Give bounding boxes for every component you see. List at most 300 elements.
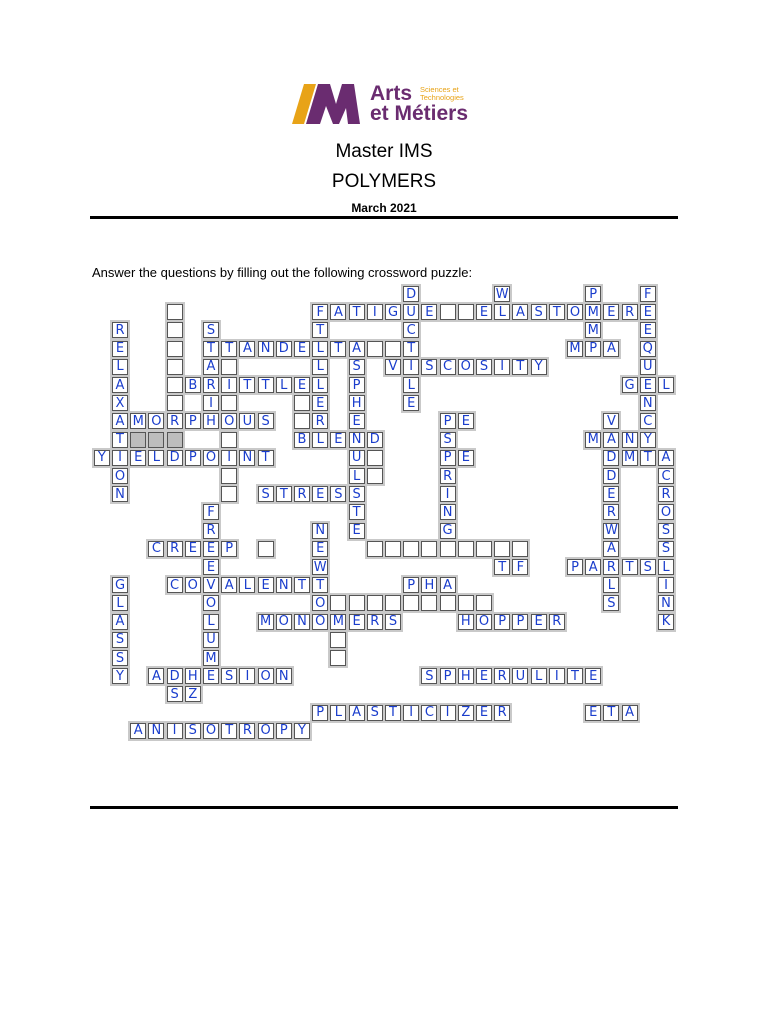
crossword-cell[interactable] bbox=[294, 577, 310, 593]
crossword-cell[interactable] bbox=[148, 413, 164, 429]
crossword-cell[interactable] bbox=[239, 413, 255, 429]
crossword-cell[interactable] bbox=[494, 359, 510, 375]
crossword-cell[interactable] bbox=[640, 432, 656, 448]
crossword-cell[interactable] bbox=[531, 304, 547, 320]
crossword-cell[interactable] bbox=[112, 450, 128, 466]
crossword-cell[interactable] bbox=[148, 723, 164, 739]
crossword-cell[interactable] bbox=[403, 577, 419, 593]
crossword-cell[interactable] bbox=[403, 705, 419, 721]
crossword-cell[interactable] bbox=[221, 341, 237, 357]
crossword-cell[interactable] bbox=[276, 341, 292, 357]
crossword-cell[interactable] bbox=[421, 705, 437, 721]
crossword-cell[interactable] bbox=[349, 468, 365, 484]
crossword-letter: R bbox=[552, 614, 562, 630]
crossword-cell[interactable] bbox=[403, 377, 419, 393]
crossword-cell[interactable] bbox=[476, 614, 492, 630]
crossword-cell[interactable] bbox=[367, 304, 383, 320]
crossword-cell[interactable] bbox=[658, 577, 674, 593]
crossword-cell[interactable] bbox=[421, 668, 437, 684]
crossword-cell[interactable] bbox=[476, 541, 492, 557]
crossword-cell[interactable] bbox=[130, 450, 146, 466]
crossword-cell[interactable] bbox=[258, 377, 274, 393]
crossword-cell[interactable] bbox=[294, 377, 310, 393]
crossword-cell[interactable] bbox=[221, 723, 237, 739]
crossword-cell[interactable] bbox=[476, 668, 492, 684]
crossword-cell[interactable] bbox=[658, 523, 674, 539]
crossword-cell[interactable] bbox=[112, 413, 128, 429]
crossword-cell[interactable] bbox=[221, 450, 237, 466]
crossword-cell[interactable] bbox=[440, 450, 456, 466]
crossword-cell[interactable] bbox=[148, 541, 164, 557]
crossword-cell[interactable] bbox=[476, 595, 492, 611]
crossword-cell[interactable] bbox=[221, 395, 237, 411]
crossword-cell[interactable] bbox=[349, 486, 365, 502]
crossword-cell[interactable] bbox=[367, 341, 383, 357]
crossword-cell[interactable] bbox=[203, 632, 219, 648]
crossword-cell[interactable] bbox=[294, 723, 310, 739]
crossword-cell[interactable] bbox=[603, 450, 619, 466]
crossword-cell[interactable] bbox=[567, 559, 583, 575]
crossword-cell[interactable] bbox=[494, 304, 510, 320]
crossword-cell[interactable] bbox=[603, 577, 619, 593]
crossword-cell[interactable] bbox=[349, 523, 365, 539]
crossword-letter: T bbox=[516, 359, 525, 375]
crossword-cell[interactable] bbox=[421, 541, 437, 557]
crossword-cell[interactable] bbox=[458, 450, 474, 466]
crossword-cell[interactable] bbox=[385, 541, 401, 557]
crossword-cell[interactable] bbox=[167, 377, 183, 393]
crossword-cell[interactable] bbox=[603, 504, 619, 520]
crossword-cell[interactable] bbox=[403, 359, 419, 375]
crossword-cell[interactable] bbox=[421, 359, 437, 375]
crossword-cell[interactable] bbox=[258, 486, 274, 502]
crossword-cell[interactable] bbox=[112, 650, 128, 666]
crossword-cell[interactable] bbox=[458, 705, 474, 721]
crossword-cell[interactable] bbox=[294, 486, 310, 502]
crossword-cell[interactable] bbox=[112, 322, 128, 338]
crossword-cell[interactable] bbox=[112, 359, 128, 375]
crossword-cell[interactable] bbox=[294, 614, 310, 630]
crossword-cell[interactable] bbox=[512, 559, 528, 575]
crossword-cell[interactable] bbox=[112, 632, 128, 648]
crossword-cell[interactable] bbox=[658, 541, 674, 557]
crossword-cell[interactable] bbox=[622, 304, 638, 320]
crossword-cell[interactable] bbox=[203, 322, 219, 338]
crossword-cell[interactable] bbox=[185, 668, 201, 684]
crossword-cell[interactable] bbox=[603, 486, 619, 502]
crossword-cell[interactable] bbox=[385, 341, 401, 357]
crossword-cell[interactable] bbox=[312, 359, 328, 375]
crossword-cell[interactable] bbox=[494, 559, 510, 575]
crossword-cell[interactable] bbox=[185, 577, 201, 593]
crossword-letter: S bbox=[643, 559, 652, 575]
crossword-letter: E bbox=[607, 304, 616, 320]
crossword-cell[interactable] bbox=[440, 577, 456, 593]
crossword-cell[interactable] bbox=[276, 377, 292, 393]
crossword-cell[interactable] bbox=[330, 595, 346, 611]
crossword-cell[interactable] bbox=[403, 341, 419, 357]
crossword-cell[interactable] bbox=[603, 341, 619, 357]
crossword-cell[interactable] bbox=[148, 668, 164, 684]
crossword-cell[interactable] bbox=[512, 668, 528, 684]
crossword-cell[interactable] bbox=[294, 341, 310, 357]
crossword-cell[interactable] bbox=[203, 377, 219, 393]
crossword-cell[interactable] bbox=[203, 541, 219, 557]
crossword-cell[interactable] bbox=[458, 668, 474, 684]
crossword-cell[interactable] bbox=[349, 705, 365, 721]
crossword-cell[interactable] bbox=[112, 595, 128, 611]
crossword-cell[interactable] bbox=[640, 413, 656, 429]
crossword-cell[interactable] bbox=[640, 341, 656, 357]
crossword-cell[interactable] bbox=[221, 377, 237, 393]
crossword-cell[interactable] bbox=[167, 723, 183, 739]
crossword-cell[interactable] bbox=[239, 450, 255, 466]
crossword-cell[interactable] bbox=[349, 504, 365, 520]
crossword-cell[interactable] bbox=[531, 668, 547, 684]
crossword-cell[interactable] bbox=[203, 341, 219, 357]
crossword-cell[interactable] bbox=[258, 413, 274, 429]
crossword-cell[interactable] bbox=[294, 395, 310, 411]
crossword-cell[interactable] bbox=[112, 341, 128, 357]
crossword-cell[interactable] bbox=[440, 468, 456, 484]
crossword-cell[interactable] bbox=[603, 468, 619, 484]
crossword-cell[interactable] bbox=[367, 541, 383, 557]
crossword-cell[interactable] bbox=[494, 614, 510, 630]
crossword-cell[interactable] bbox=[403, 304, 419, 320]
crossword-cell[interactable] bbox=[585, 341, 601, 357]
crossword-cell[interactable] bbox=[130, 413, 146, 429]
crossword-cell[interactable] bbox=[421, 595, 437, 611]
crossword-cell[interactable] bbox=[330, 486, 346, 502]
crossword-cell[interactable] bbox=[494, 668, 510, 684]
crossword-cell[interactable] bbox=[603, 541, 619, 557]
crossword-cell[interactable] bbox=[403, 595, 419, 611]
crossword-cell[interactable] bbox=[112, 486, 128, 502]
crossword-cell[interactable] bbox=[148, 432, 164, 448]
crossword-cell[interactable] bbox=[585, 304, 601, 320]
crossword-cell[interactable] bbox=[276, 577, 292, 593]
crossword-cell[interactable] bbox=[367, 705, 383, 721]
crossword-cell[interactable] bbox=[640, 377, 656, 393]
crossword-cell[interactable] bbox=[585, 432, 601, 448]
crossword-cell[interactable] bbox=[658, 614, 674, 630]
crossword-cell[interactable] bbox=[203, 359, 219, 375]
crossword-cell[interactable] bbox=[567, 341, 583, 357]
crossword-cell[interactable] bbox=[512, 304, 528, 320]
crossword-cell[interactable] bbox=[603, 705, 619, 721]
crossword-cell[interactable] bbox=[185, 723, 201, 739]
crossword-cell[interactable] bbox=[112, 577, 128, 593]
crossword-cell[interactable] bbox=[276, 614, 292, 630]
crossword-letter: T bbox=[643, 450, 652, 466]
crossword-cell[interactable] bbox=[349, 359, 365, 375]
crossword-cell[interactable] bbox=[221, 432, 237, 448]
crossword-letter: H bbox=[351, 395, 362, 411]
crossword-cell[interactable] bbox=[349, 377, 365, 393]
crossword-cell[interactable] bbox=[440, 705, 456, 721]
crossword-cell[interactable] bbox=[385, 614, 401, 630]
crossword-cell[interactable] bbox=[494, 705, 510, 721]
crossword-cell[interactable] bbox=[221, 668, 237, 684]
crossword-cell[interactable] bbox=[421, 577, 437, 593]
crossword-cell[interactable] bbox=[403, 322, 419, 338]
crossword-cell[interactable] bbox=[476, 705, 492, 721]
crossword-cell[interactable] bbox=[658, 504, 674, 520]
crossword-cell[interactable] bbox=[276, 668, 292, 684]
crossword-cell[interactable] bbox=[349, 341, 365, 357]
crossword-cell[interactable] bbox=[312, 341, 328, 357]
crossword-cell[interactable] bbox=[312, 577, 328, 593]
crossword-cell[interactable] bbox=[458, 541, 474, 557]
crossword-cell[interactable] bbox=[167, 322, 183, 338]
crossword-cell[interactable] bbox=[221, 359, 237, 375]
crossword-cell[interactable] bbox=[330, 432, 346, 448]
crossword-cell[interactable] bbox=[349, 450, 365, 466]
crossword-cell[interactable] bbox=[167, 395, 183, 411]
crossword-cell[interactable] bbox=[330, 304, 346, 320]
crossword-cell[interactable] bbox=[640, 304, 656, 320]
crossword-cell[interactable] bbox=[203, 595, 219, 611]
crossword-cell[interactable] bbox=[603, 523, 619, 539]
crossword-cell[interactable] bbox=[276, 486, 292, 502]
crossword-cell[interactable] bbox=[203, 723, 219, 739]
crossword-cell[interactable] bbox=[167, 413, 183, 429]
crossword-cell[interactable] bbox=[403, 286, 419, 302]
crossword-cell[interactable] bbox=[367, 450, 383, 466]
crossword-cell[interactable] bbox=[585, 668, 601, 684]
crossword-cell[interactable] bbox=[622, 450, 638, 466]
crossword-cell[interactable] bbox=[258, 614, 274, 630]
crossword-cell[interactable] bbox=[167, 541, 183, 557]
crossword-cell[interactable] bbox=[330, 614, 346, 630]
crossword-cell[interactable] bbox=[603, 595, 619, 611]
crossword-cell[interactable] bbox=[203, 668, 219, 684]
crossword-cell[interactable] bbox=[512, 359, 528, 375]
crossword-cell[interactable] bbox=[258, 577, 274, 593]
crossword-cell[interactable] bbox=[349, 304, 365, 320]
crossword-cell[interactable] bbox=[312, 413, 328, 429]
crossword-cell[interactable] bbox=[203, 650, 219, 666]
crossword-cell[interactable] bbox=[167, 304, 183, 320]
crossword-cell[interactable] bbox=[167, 359, 183, 375]
crossword-cell[interactable] bbox=[294, 432, 310, 448]
crossword-cell[interactable] bbox=[440, 486, 456, 502]
crossword-cell[interactable] bbox=[403, 541, 419, 557]
crossword-cell[interactable] bbox=[440, 541, 456, 557]
crossword-cell[interactable] bbox=[203, 614, 219, 630]
crossword-cell[interactable] bbox=[276, 723, 292, 739]
crossword-cell[interactable] bbox=[440, 359, 456, 375]
crossword-cell[interactable] bbox=[385, 359, 401, 375]
crossword-cell[interactable] bbox=[239, 668, 255, 684]
crossword-cell[interactable] bbox=[640, 559, 656, 575]
crossword-cell[interactable] bbox=[312, 322, 328, 338]
crossword-cell[interactable] bbox=[585, 322, 601, 338]
crossword-cell[interactable] bbox=[403, 395, 419, 411]
crossword-cell[interactable] bbox=[367, 432, 383, 448]
crossword-letter: S bbox=[370, 705, 379, 721]
crossword-cell[interactable] bbox=[221, 468, 237, 484]
crossword-cell[interactable] bbox=[494, 541, 510, 557]
crossword-cell[interactable] bbox=[603, 304, 619, 320]
crossword-cell[interactable] bbox=[640, 450, 656, 466]
crossword-cell[interactable] bbox=[167, 577, 183, 593]
crossword-cell[interactable] bbox=[349, 432, 365, 448]
crossword-cell[interactable] bbox=[185, 541, 201, 557]
crossword-cell[interactable] bbox=[167, 341, 183, 357]
crossword-cell[interactable] bbox=[258, 341, 274, 357]
crossword-cell[interactable] bbox=[203, 559, 219, 575]
crossword-cell[interactable] bbox=[658, 595, 674, 611]
crossword-cell[interactable] bbox=[94, 450, 110, 466]
crossword-cell[interactable] bbox=[622, 559, 638, 575]
crossword-cell[interactable] bbox=[385, 705, 401, 721]
crossword-cell[interactable] bbox=[440, 413, 456, 429]
crossword-cell[interactable] bbox=[658, 450, 674, 466]
crossword-cell[interactable] bbox=[440, 668, 456, 684]
crossword-cell[interactable] bbox=[512, 541, 528, 557]
crossword-cell[interactable] bbox=[349, 413, 365, 429]
crossword-cell[interactable] bbox=[112, 377, 128, 393]
crossword-cell[interactable] bbox=[658, 559, 674, 575]
crossword-cell[interactable] bbox=[330, 341, 346, 357]
crossword-cell[interactable] bbox=[312, 559, 328, 575]
crossword-cell[interactable] bbox=[167, 432, 183, 448]
crossword-cell[interactable] bbox=[458, 595, 474, 611]
crossword-cell[interactable] bbox=[112, 432, 128, 448]
crossword-cell[interactable] bbox=[221, 577, 237, 593]
crossword-cell[interactable] bbox=[221, 413, 237, 429]
crossword-cell[interactable] bbox=[203, 577, 219, 593]
crossword-cell[interactable] bbox=[640, 359, 656, 375]
crossword-cell[interactable] bbox=[603, 432, 619, 448]
crossword-cell[interactable] bbox=[640, 395, 656, 411]
crossword-cell[interactable] bbox=[421, 304, 437, 320]
crossword-cell[interactable] bbox=[458, 614, 474, 630]
crossword-cell[interactable] bbox=[130, 723, 146, 739]
crossword-cell[interactable] bbox=[658, 377, 674, 393]
crossword-cell[interactable] bbox=[549, 304, 565, 320]
crossword-cell[interactable] bbox=[585, 705, 601, 721]
crossword-cell[interactable] bbox=[658, 468, 674, 484]
crossword-cell[interactable] bbox=[549, 668, 565, 684]
crossword-cell[interactable] bbox=[312, 304, 328, 320]
crossword-cell[interactable] bbox=[531, 614, 547, 630]
crossword-cell[interactable] bbox=[312, 395, 328, 411]
crossword-cell[interactable] bbox=[603, 559, 619, 575]
crossword-cell[interactable] bbox=[203, 450, 219, 466]
crossword-cell[interactable] bbox=[112, 468, 128, 484]
crossword-cell[interactable] bbox=[148, 450, 164, 466]
crossword-cell[interactable] bbox=[531, 359, 547, 375]
crossword-cell[interactable] bbox=[130, 432, 146, 448]
crossword-cell[interactable] bbox=[239, 377, 255, 393]
crossword-cell[interactable] bbox=[494, 286, 510, 302]
crossword-cell[interactable] bbox=[622, 432, 638, 448]
crossword-cell[interactable] bbox=[112, 395, 128, 411]
crossword-cell[interactable] bbox=[440, 504, 456, 520]
crossword-cell[interactable] bbox=[367, 614, 383, 630]
crossword-cell[interactable] bbox=[330, 650, 346, 666]
crossword-cell[interactable] bbox=[312, 614, 328, 630]
crossword-cell[interactable] bbox=[640, 286, 656, 302]
crossword-cell[interactable] bbox=[185, 413, 201, 429]
crossword-cell[interactable] bbox=[440, 523, 456, 539]
crossword-cell[interactable] bbox=[567, 668, 583, 684]
crossword-cell[interactable] bbox=[239, 577, 255, 593]
crossword-cell[interactable] bbox=[312, 541, 328, 557]
crossword-cell[interactable] bbox=[330, 705, 346, 721]
crossword-cell[interactable] bbox=[312, 486, 328, 502]
crossword-cell[interactable] bbox=[567, 304, 583, 320]
crossword-cell[interactable] bbox=[312, 432, 328, 448]
crossword-cell[interactable] bbox=[458, 304, 474, 320]
crossword-cell[interactable] bbox=[185, 377, 201, 393]
crossword-cell[interactable] bbox=[258, 541, 274, 557]
crossword-cell[interactable] bbox=[385, 595, 401, 611]
crossword-cell[interactable] bbox=[622, 377, 638, 393]
crossword-cell[interactable] bbox=[258, 668, 274, 684]
crossword-cell[interactable] bbox=[476, 304, 492, 320]
crossword-cell[interactable] bbox=[458, 413, 474, 429]
crossword-cell[interactable] bbox=[585, 286, 601, 302]
crossword-cell[interactable] bbox=[221, 486, 237, 502]
crossword-cell[interactable] bbox=[203, 395, 219, 411]
crossword-cell[interactable] bbox=[203, 413, 219, 429]
crossword-cell[interactable] bbox=[367, 595, 383, 611]
crossword-cell[interactable] bbox=[603, 413, 619, 429]
crossword-cell[interactable] bbox=[512, 614, 528, 630]
crossword-cell[interactable] bbox=[330, 632, 346, 648]
crossword-cell[interactable] bbox=[167, 450, 183, 466]
crossword-cell[interactable] bbox=[640, 322, 656, 338]
crossword-cell[interactable] bbox=[112, 668, 128, 684]
crossword-cell[interactable] bbox=[167, 686, 183, 702]
crossword-cell[interactable] bbox=[312, 705, 328, 721]
crossword-cell[interactable] bbox=[385, 304, 401, 320]
crossword-cell[interactable] bbox=[458, 359, 474, 375]
crossword-cell[interactable] bbox=[440, 304, 456, 320]
crossword-cell[interactable] bbox=[349, 395, 365, 411]
crossword-cell[interactable] bbox=[185, 686, 201, 702]
crossword-cell[interactable] bbox=[349, 614, 365, 630]
crossword-cell[interactable] bbox=[112, 614, 128, 630]
crossword-cell[interactable] bbox=[312, 595, 328, 611]
crossword-cell[interactable] bbox=[585, 559, 601, 575]
crossword-cell[interactable] bbox=[476, 359, 492, 375]
crossword-cell[interactable] bbox=[203, 523, 219, 539]
crossword-cell[interactable] bbox=[203, 504, 219, 520]
crossword-cell[interactable] bbox=[258, 450, 274, 466]
crossword-cell[interactable] bbox=[440, 595, 456, 611]
crossword-cell[interactable] bbox=[239, 341, 255, 357]
crossword-cell[interactable] bbox=[258, 723, 274, 739]
crossword-letter: P bbox=[407, 577, 416, 593]
crossword-cell[interactable] bbox=[221, 541, 237, 557]
crossword-cell[interactable] bbox=[312, 377, 328, 393]
crossword-cell[interactable] bbox=[622, 705, 638, 721]
crossword-cell[interactable] bbox=[440, 432, 456, 448]
crossword-cell[interactable] bbox=[239, 723, 255, 739]
crossword-cell[interactable] bbox=[294, 413, 310, 429]
crossword-cell[interactable] bbox=[349, 595, 365, 611]
crossword-cell[interactable] bbox=[312, 523, 328, 539]
crossword-cell[interactable] bbox=[167, 668, 183, 684]
crossword-cell[interactable] bbox=[658, 486, 674, 502]
crossword-cell[interactable] bbox=[367, 468, 383, 484]
crossword-cell[interactable] bbox=[185, 450, 201, 466]
crossword-cell[interactable] bbox=[549, 614, 565, 630]
